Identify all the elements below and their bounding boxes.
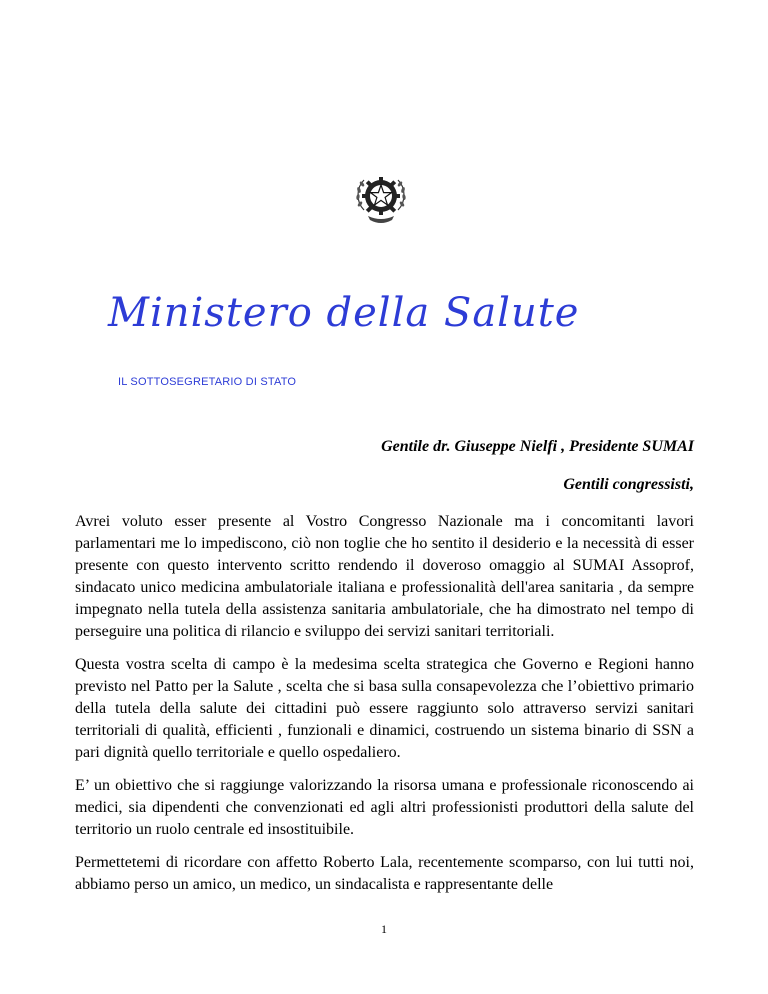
- page-number: 1: [381, 922, 387, 936]
- paragraph: Avrei voluto esser presente al Vostro Congresso Nazionale ma i concomitanti lavori parlamentari me lo impediscono, ciò non toglie che ho sentito il desiderio e la necessità di esser presente con questo intervento scritto rendendo il doveroso omaggio al SUMAI Assoprof, sindacato unico medicina ambulatoriale italiana e professionalità dell'area sanitaria , da sempre impegnato nella tutela della assistenza sanitaria ambulatoriale, che ha dimostrato nel tempo di perseguire una politica di rilancio e sviluppo dei servizi sanitari territoriali.: [75, 513, 694, 640]
- paragraph: E’ un obiettivo che si raggiunge valorizzando la risorsa umana e professionale riconoscendo ai medici, sia dipendenti che convenzionati ed agli altri professionisti produttori della salute del territorio un ruolo centrale ed insostituibile.: [75, 777, 694, 838]
- letter-body: [75, 511, 694, 907]
- paragraph: Questa vostra scelta di campo è la medesima scelta strategica che Governo e Regioni hanno previsto nel Patto per la Salute , scelta che si basa sulla consapevolezza che l’obiettivo primario della tutela della salute dei cittadini può essere raggiunto solo attraverso servizi sanitari territoriali di qualità, efficienti , funzionali e dinamici, costruendo un sistema binario di SSN a pari dignità quello territoriale e quello ospedaliero.: [75, 656, 694, 761]
- salutation-attendees: Gentili congressisti,: [563, 476, 694, 493]
- italian-republic-emblem-icon: [350, 166, 412, 228]
- office-title: IL SOTTOSEGRETARIO DI STATO: [118, 376, 297, 388]
- salutation-president: Gentile dr. Giuseppe Nielfi , Presidente SUMAI: [381, 438, 694, 455]
- paragraph: Permettetemi di ricordare con affetto Roberto Lala, recentemente scomparso, con lui tutti noi, abbiamo perso un amico, un medico, un sindacalista e rappresentante delle: [75, 854, 694, 893]
- ministry-name: Ministero della Salute: [108, 290, 580, 336]
